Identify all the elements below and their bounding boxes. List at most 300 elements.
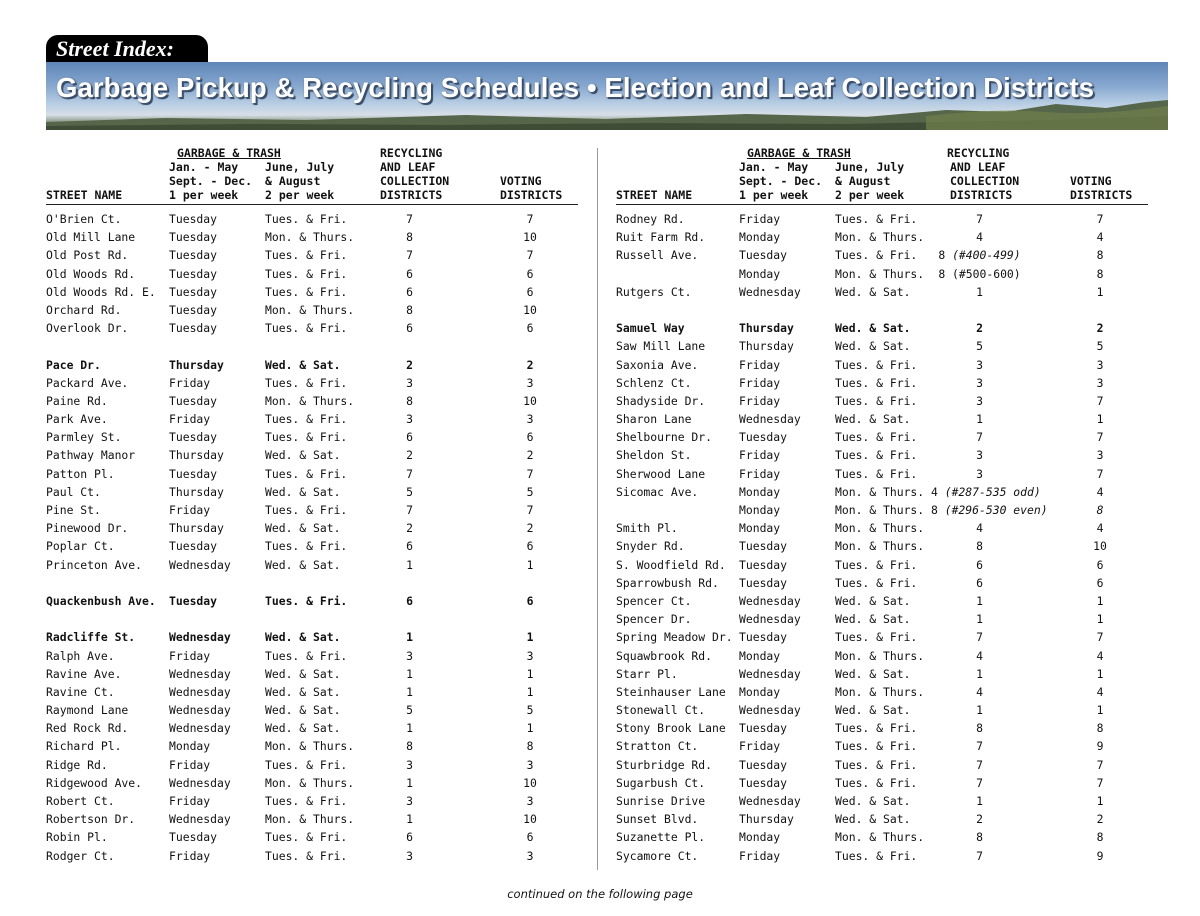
street-name-cell: Poplar Ct. <box>46 539 115 554</box>
street-name-cell: Pinewood Dr. <box>46 521 129 536</box>
recycling-district-cell: 5 <box>976 339 983 354</box>
voting-district-cell: 10 <box>523 230 537 245</box>
spacer-row <box>46 574 578 592</box>
street-name-cell: Old Mill Lane <box>46 230 136 245</box>
recycling-district-cell: 1 <box>406 630 413 645</box>
june-aug-cell: Tues. & Fri. <box>835 757 918 772</box>
table-row <box>46 737 578 755</box>
table-row <box>46 519 578 537</box>
june-aug-cell: Wed. & Sat. <box>835 321 911 336</box>
street-name-header: STREET NAME <box>46 188 123 202</box>
voting-district-cell: 3 <box>526 375 534 390</box>
table-row <box>616 665 1148 683</box>
recycling-district-cell: 4 <box>976 521 983 536</box>
table-row <box>46 210 578 228</box>
street-name-cell: Starr Pl. <box>616 666 678 681</box>
voting-districts-header: DISTRICTS <box>500 188 563 202</box>
voting-district-cell: 3 <box>1096 375 1104 390</box>
jan-may-cell: Friday <box>739 739 781 754</box>
street-name-cell: Pace Dr. <box>46 357 101 372</box>
table-row <box>46 828 578 846</box>
recycling-district-cell: 1 <box>406 557 413 572</box>
jan-may-cell: Monday <box>739 521 781 536</box>
jan-may-cell: Thursday <box>169 448 224 463</box>
street-name-cell: Princeton Ave. <box>46 557 143 572</box>
street-name-cell: Pine St. <box>46 503 101 517</box>
june-aug-cell: Wed. & Sat. <box>835 794 911 808</box>
voting-district-cell: 5 <box>526 484 534 499</box>
table-row <box>616 756 1148 774</box>
voting-district-cell: 4 <box>1096 684 1104 699</box>
june-aug-cell: Wed. & Sat. <box>835 412 911 427</box>
voting-district-cell: 8 <box>526 739 534 754</box>
street-name-cell: Sicomac Ave. <box>616 484 699 499</box>
street-name-cell: Parmley St. <box>46 430 122 445</box>
jan-may-cell: Monday <box>739 648 781 663</box>
voting-districts-header: DISTRICTS <box>1070 188 1133 202</box>
street-name-cell: Paine Rd. <box>46 393 108 408</box>
june-aug-cell: Wed. & Sat. <box>265 484 341 499</box>
recycling-district-cell: 1 <box>976 612 983 627</box>
voting-district-cell: 6 <box>526 284 534 299</box>
jan-may-cell: Tuesday <box>169 212 218 226</box>
jan-may-cell: Monday <box>739 684 781 699</box>
and-august-header: & August <box>265 174 321 188</box>
recycling-district-cell: 8 (#500-600) <box>938 266 1021 281</box>
table-row <box>616 647 1148 665</box>
spacer-row <box>46 610 578 628</box>
recycling-district-cell: 7 <box>976 430 983 445</box>
jan-may-cell: Wednesday <box>169 775 231 790</box>
voting-district-cell: 3 <box>526 412 534 427</box>
june-aug-cell: Tues. & Fri. <box>835 466 918 481</box>
june-july-header: June, July <box>835 160 905 174</box>
banner-title: Garbage Pickup & Recycling Schedules • Election and Leaf Collection Districts <box>56 72 1095 103</box>
jan-may-cell: Thursday <box>169 521 224 536</box>
street-name-cell: Russell Ave. <box>616 248 699 263</box>
jan-may-cell: Friday <box>739 375 781 390</box>
recycling-district-cell: 1 <box>976 703 983 718</box>
street-name-cell: Park Ave. <box>46 412 108 427</box>
table-row <box>616 719 1148 737</box>
table-row <box>46 756 578 774</box>
table-row <box>46 319 578 337</box>
street-name-cell: Saw Mill Lane <box>616 339 706 354</box>
table-row <box>46 537 578 555</box>
jan-may-cell: Wednesday <box>739 284 801 299</box>
voting-district-cell: 5 <box>526 703 534 718</box>
left-table <box>46 146 578 865</box>
voting-district-cell: 6 <box>526 266 534 281</box>
voting-district-cell: 8 <box>1096 248 1104 263</box>
collection-header: COLLECTION <box>380 174 450 188</box>
june-aug-cell: Wed. & Sat. <box>835 612 911 627</box>
june-aug-cell: Mon. & Thurs. <box>835 503 925 517</box>
jan-may-cell: Monday <box>169 739 211 754</box>
street-name-cell: Old Woods Rd. E. <box>46 284 156 299</box>
june-aug-cell: Tues. & Fri. <box>265 757 348 772</box>
recycling-district-cell: 7 <box>976 757 983 772</box>
recycling-district-cell: 5 <box>406 703 413 718</box>
jan-may-cell: Thursday <box>169 357 224 372</box>
street-name-cell: Packard Ave. <box>46 375 129 390</box>
voting-district-cell: 6 <box>526 321 534 336</box>
jan-may-cell: Tuesday <box>169 393 218 408</box>
voting-district-cell: 3 <box>1096 448 1104 463</box>
june-aug-cell: Mon. & Thurs. <box>265 230 355 245</box>
table-row <box>46 683 578 701</box>
recycling-district-cell: 1 <box>976 412 983 427</box>
jan-may-header: Jan. - May <box>739 160 809 174</box>
street-name-cell: Stony Brook Lane <box>616 721 726 736</box>
tab-label: Street Index: <box>56 36 174 61</box>
june-aug-cell: Wed. & Sat. <box>835 812 911 827</box>
recycling-district-cell: 8 <box>406 230 413 245</box>
table-row <box>616 410 1148 428</box>
recycling-header: RECYCLING <box>947 146 1010 160</box>
one-per-week-header: 1 per week <box>169 188 239 202</box>
districts-header: DISTRICTS <box>380 188 443 202</box>
jan-may-cell: Tuesday <box>169 430 218 445</box>
table-row <box>46 301 578 319</box>
voting-district-cell: 8 <box>1096 266 1104 281</box>
voting-district-cell: 2 <box>1096 812 1104 827</box>
recycling-district-cell: 2 <box>976 812 983 827</box>
and-leaf-header: AND LEAF <box>380 160 436 174</box>
street-name-cell: Sparrowbush Rd. <box>616 575 719 590</box>
table-row <box>616 228 1148 246</box>
table-row <box>616 446 1148 464</box>
jan-may-cell: Friday <box>169 757 211 772</box>
june-aug-cell: Mon. & Thurs. <box>835 539 925 554</box>
street-name-cell: Orchard Rd. <box>46 302 122 317</box>
table-row <box>46 356 578 374</box>
table-row <box>46 810 578 828</box>
recycling-district-cell: 4 <box>976 648 983 663</box>
table-row <box>46 265 578 283</box>
june-aug-cell: Tues. & Fri. <box>265 248 348 263</box>
june-aug-cell: Wed. & Sat. <box>835 284 911 299</box>
street-name-cell: Squawbrook Rd. <box>616 648 713 663</box>
table-row <box>46 774 578 792</box>
june-aug-cell: Wed. & Sat. <box>265 666 341 681</box>
voting-district-cell: 7 <box>526 503 534 517</box>
june-aug-cell: Tues. & Fri. <box>265 830 348 845</box>
table-row <box>46 592 578 610</box>
recycling-district-cell: 8 <box>406 739 413 754</box>
street-name-cell: Rodney Rd. <box>616 212 685 226</box>
recycling-district-cell: 8 <box>406 393 413 408</box>
jan-may-cell: Tuesday <box>739 775 788 790</box>
street-name-cell: Overlook Dr. <box>46 321 129 336</box>
jan-may-cell: Tuesday <box>739 721 788 736</box>
table-row <box>46 465 578 483</box>
recycling-district-cell: 3 <box>976 448 983 463</box>
recycling-district-cell: 7 <box>406 212 413 226</box>
voting-district-cell: 1 <box>1096 412 1104 427</box>
voting-header: VOTING <box>500 174 542 188</box>
june-aug-cell: Mon. & Thurs. <box>835 484 925 499</box>
jan-may-cell: Thursday <box>739 339 794 354</box>
street-name-cell: Robert Ct. <box>46 794 115 808</box>
table-row <box>46 556 578 574</box>
june-aug-cell: Tues. & Fri. <box>835 393 918 408</box>
jan-may-cell: Friday <box>739 357 781 372</box>
june-aug-cell: Mon. & Thurs. <box>835 230 925 245</box>
jan-may-cell: Wednesday <box>169 557 231 572</box>
jan-may-cell: Tuesday <box>169 248 218 263</box>
one-per-week-header: 1 per week <box>739 188 809 202</box>
jan-may-cell: Wednesday <box>169 666 231 681</box>
voting-district-cell: 7 <box>1096 466 1104 481</box>
voting-district-cell: 10 <box>523 775 537 790</box>
jan-may-cell: Wednesday <box>169 684 231 699</box>
street-name-cell: S. Woodfield Rd. <box>616 557 726 572</box>
june-aug-cell: Mon. & Thurs. <box>835 684 925 699</box>
street-name-cell: Old Woods Rd. <box>46 266 136 281</box>
june-aug-cell: Tues. & Fri. <box>835 575 918 590</box>
recycling-district-cell: 1 <box>406 812 413 827</box>
recycling-district-cell: 2 <box>406 448 413 463</box>
street-name-cell: Sugarbush Ct. <box>616 775 706 790</box>
voting-district-cell: 6 <box>526 593 534 608</box>
street-name-cell: O'Brien Ct. <box>46 212 122 226</box>
table-row <box>616 792 1148 810</box>
jan-may-cell: Wednesday <box>739 593 801 608</box>
jan-may-cell: Tuesday <box>739 557 788 572</box>
jan-may-cell: Wednesday <box>739 612 801 627</box>
jan-may-cell: Monday <box>739 830 781 845</box>
recycling-header: RECYCLING <box>380 146 443 160</box>
voting-district-cell: 4 <box>1096 648 1104 663</box>
street-name-cell: Samuel Way <box>616 321 685 336</box>
recycling-district-value: 8 <box>938 248 946 263</box>
june-aug-cell: Mon. & Thurs. <box>265 775 355 790</box>
june-aug-cell: Wed. & Sat. <box>265 521 341 536</box>
recycling-district-cell: 2 <box>406 357 413 372</box>
jan-may-cell: Monday <box>739 266 781 281</box>
table-row <box>616 847 1148 865</box>
recycling-district-cell: 7 <box>976 212 983 226</box>
street-name-cell: Quackenbush Ave. <box>46 593 156 608</box>
june-aug-cell: Tues. & Fri. <box>265 430 348 445</box>
recycling-district-cell: 8 <box>976 830 983 845</box>
street-name-cell: Steinhauser Lane <box>616 684 726 699</box>
june-aug-cell: Wed. & Sat. <box>265 557 341 572</box>
street-name-cell: Old Post Rd. <box>46 248 129 263</box>
table-header <box>616 146 1148 205</box>
street-name-cell: Sheldon St. <box>616 448 692 463</box>
table-row <box>46 374 578 392</box>
voting-district-cell: 7 <box>526 466 534 481</box>
voting-district-cell: 10 <box>1093 539 1107 554</box>
voting-district-cell: 1 <box>526 721 534 736</box>
street-name-cell: Pathway Manor <box>46 448 136 463</box>
june-aug-cell: Tues. & Fri. <box>265 593 348 608</box>
jan-may-cell: Wednesday <box>739 412 801 427</box>
recycling-district-cell: 1 <box>406 775 413 790</box>
voting-district-cell: 6 <box>1096 575 1104 590</box>
sept-dec-header: Sept. - Dec. <box>169 174 253 188</box>
voting-district-cell: 7 <box>1096 393 1104 408</box>
street-name-cell: Smith Pl. <box>616 521 678 536</box>
table-row <box>616 701 1148 719</box>
voting-district-cell: 10 <box>523 393 537 408</box>
table-row <box>46 246 578 264</box>
recycling-district-cell <box>931 246 1028 264</box>
june-aug-cell: Wed. & Sat. <box>265 357 341 372</box>
jan-may-cell: Friday <box>739 448 781 463</box>
voting-district-cell: 7 <box>526 248 534 263</box>
recycling-district-cell: 3 <box>976 375 983 390</box>
jan-may-cell: Friday <box>169 412 211 427</box>
recycling-district-value: 4 <box>931 484 938 499</box>
street-name-cell: Robin Pl. <box>46 830 108 845</box>
jan-may-cell: Friday <box>739 212 781 226</box>
table-row <box>616 337 1148 355</box>
garbage-group-header: GARBAGE & TRASH <box>747 146 851 160</box>
jan-may-cell: Friday <box>169 794 211 808</box>
voting-district-cell: 1 <box>1096 794 1104 808</box>
table-row <box>46 283 578 301</box>
address-range-note: (#287-535 odd) <box>944 484 1041 499</box>
recycling-district-cell: 6 <box>406 539 413 554</box>
street-name-header: STREET NAME <box>616 188 693 202</box>
recycling-district-cell: 2 <box>406 521 413 536</box>
june-aug-cell: Wed. & Sat. <box>835 339 911 354</box>
table-row <box>46 428 578 446</box>
june-aug-cell: Mon. & Thurs. <box>835 521 925 536</box>
street-index-tab <box>46 35 208 63</box>
recycling-district-cell: 7 <box>976 630 983 645</box>
street-name-cell: Rodger Ct. <box>46 848 115 863</box>
table-row <box>616 610 1148 628</box>
june-july-header: June, July <box>265 160 335 174</box>
table-row <box>46 719 578 737</box>
jan-may-cell: Tuesday <box>169 830 218 845</box>
jan-may-cell: Thursday <box>739 812 794 827</box>
june-aug-cell: Wed. & Sat. <box>265 630 341 645</box>
table-row <box>616 574 1148 592</box>
voting-district-cell: 1 <box>1096 284 1104 299</box>
jan-may-cell: Tuesday <box>169 539 218 554</box>
banner <box>46 62 1168 130</box>
june-aug-cell: Wed. & Sat. <box>265 684 341 699</box>
voting-district-cell: 7 <box>1096 430 1104 445</box>
jan-may-cell: Tuesday <box>169 302 218 317</box>
recycling-district-cell: 8 <box>976 539 983 554</box>
sept-dec-header: Sept. - Dec. <box>739 174 823 188</box>
jan-may-cell: Tuesday <box>739 539 788 554</box>
left-rows <box>46 210 578 865</box>
recycling-district-cell: 3 <box>976 357 983 372</box>
june-aug-cell: Mon. & Thurs. <box>265 393 355 408</box>
table-row <box>616 374 1148 392</box>
recycling-district-cell: 3 <box>976 466 983 481</box>
voting-district-cell: 1 <box>1096 593 1104 608</box>
june-aug-cell: Tues. & Fri. <box>835 848 918 863</box>
recycling-district-cell: 1 <box>406 684 413 699</box>
jan-may-cell: Monday <box>739 503 781 517</box>
street-name-cell: Snyder Rd. <box>616 539 685 554</box>
recycling-district-cell: 7 <box>406 503 413 517</box>
and-august-header: & August <box>835 174 891 188</box>
voting-district-cell: 6 <box>526 430 534 445</box>
voting-district-cell: 8 <box>1096 830 1104 845</box>
june-aug-cell: Wed. & Sat. <box>265 448 341 463</box>
voting-district-cell: 1 <box>526 630 534 645</box>
jan-may-cell: Wednesday <box>739 703 801 718</box>
table-row <box>616 628 1148 646</box>
jan-may-cell: Friday <box>169 848 211 863</box>
voting-district-cell: 6 <box>526 830 534 845</box>
june-aug-cell: Mon. & Thurs. <box>835 266 925 281</box>
recycling-district-cell: 3 <box>976 393 983 408</box>
street-name-cell: Sherwood Lane <box>616 466 706 481</box>
jan-may-cell: Tuesday <box>169 593 218 608</box>
table-row <box>616 265 1148 283</box>
voting-district-cell: 4 <box>1096 521 1104 536</box>
two-per-week-header: 2 per week <box>265 188 335 202</box>
june-aug-cell: Mon. & Thurs. <box>265 739 355 754</box>
table-row <box>46 701 578 719</box>
table-row <box>616 246 1148 264</box>
recycling-district-cell: 6 <box>406 593 413 608</box>
table-row <box>616 537 1148 555</box>
street-name-cell: Sturbridge Rd. <box>616 757 713 772</box>
june-aug-cell: Wed. & Sat. <box>265 721 341 736</box>
street-name-cell: Radcliffe St. <box>46 630 136 645</box>
voting-district-cell: 1 <box>526 666 534 681</box>
voting-district-cell: 5 <box>1096 339 1104 354</box>
street-name-cell: Schlenz Ct. <box>616 375 692 390</box>
table-row <box>616 737 1148 755</box>
june-aug-cell: Wed. & Sat. <box>835 593 911 608</box>
table-row <box>616 810 1148 828</box>
voting-district-cell: 10 <box>523 812 537 827</box>
recycling-district-cell: 6 <box>976 557 983 572</box>
recycling-district-cell: 3 <box>406 794 413 808</box>
table-row <box>46 446 578 464</box>
table-header <box>46 146 578 205</box>
table-row <box>46 228 578 246</box>
street-name-cell: Ralph Ave. <box>46 648 115 663</box>
spacer-row <box>46 337 578 355</box>
right-rows <box>616 210 1148 865</box>
recycling-district-cell: 1 <box>976 284 983 299</box>
jan-may-cell: Tuesday <box>169 466 218 481</box>
recycling-district-cell: 3 <box>406 412 413 427</box>
street-name-cell: Patton Pl. <box>46 466 115 481</box>
table-row <box>616 519 1148 537</box>
june-aug-cell: Tues. & Fri. <box>835 721 918 736</box>
recycling-district-cell: 8 <box>406 302 413 317</box>
and-leaf-header: AND LEAF <box>950 160 1006 174</box>
jan-may-cell: Friday <box>169 503 211 517</box>
voting-district-cell: 9 <box>1096 848 1104 863</box>
street-name-cell: Ravine Ct. <box>46 684 115 699</box>
address-range-note: (#400-499) <box>952 248 1021 263</box>
recycling-district-cell: 7 <box>406 466 413 481</box>
jan-may-cell: Tuesday <box>739 630 788 645</box>
voting-district-cell: 3 <box>526 848 534 863</box>
table-row <box>616 483 1148 501</box>
june-aug-cell: Tues. & Fri. <box>835 430 918 445</box>
jan-may-cell: Monday <box>739 484 781 499</box>
june-aug-cell: Tues. & Fri. <box>265 848 348 863</box>
june-aug-cell: Tues. & Fri. <box>265 375 348 390</box>
table-row <box>46 410 578 428</box>
